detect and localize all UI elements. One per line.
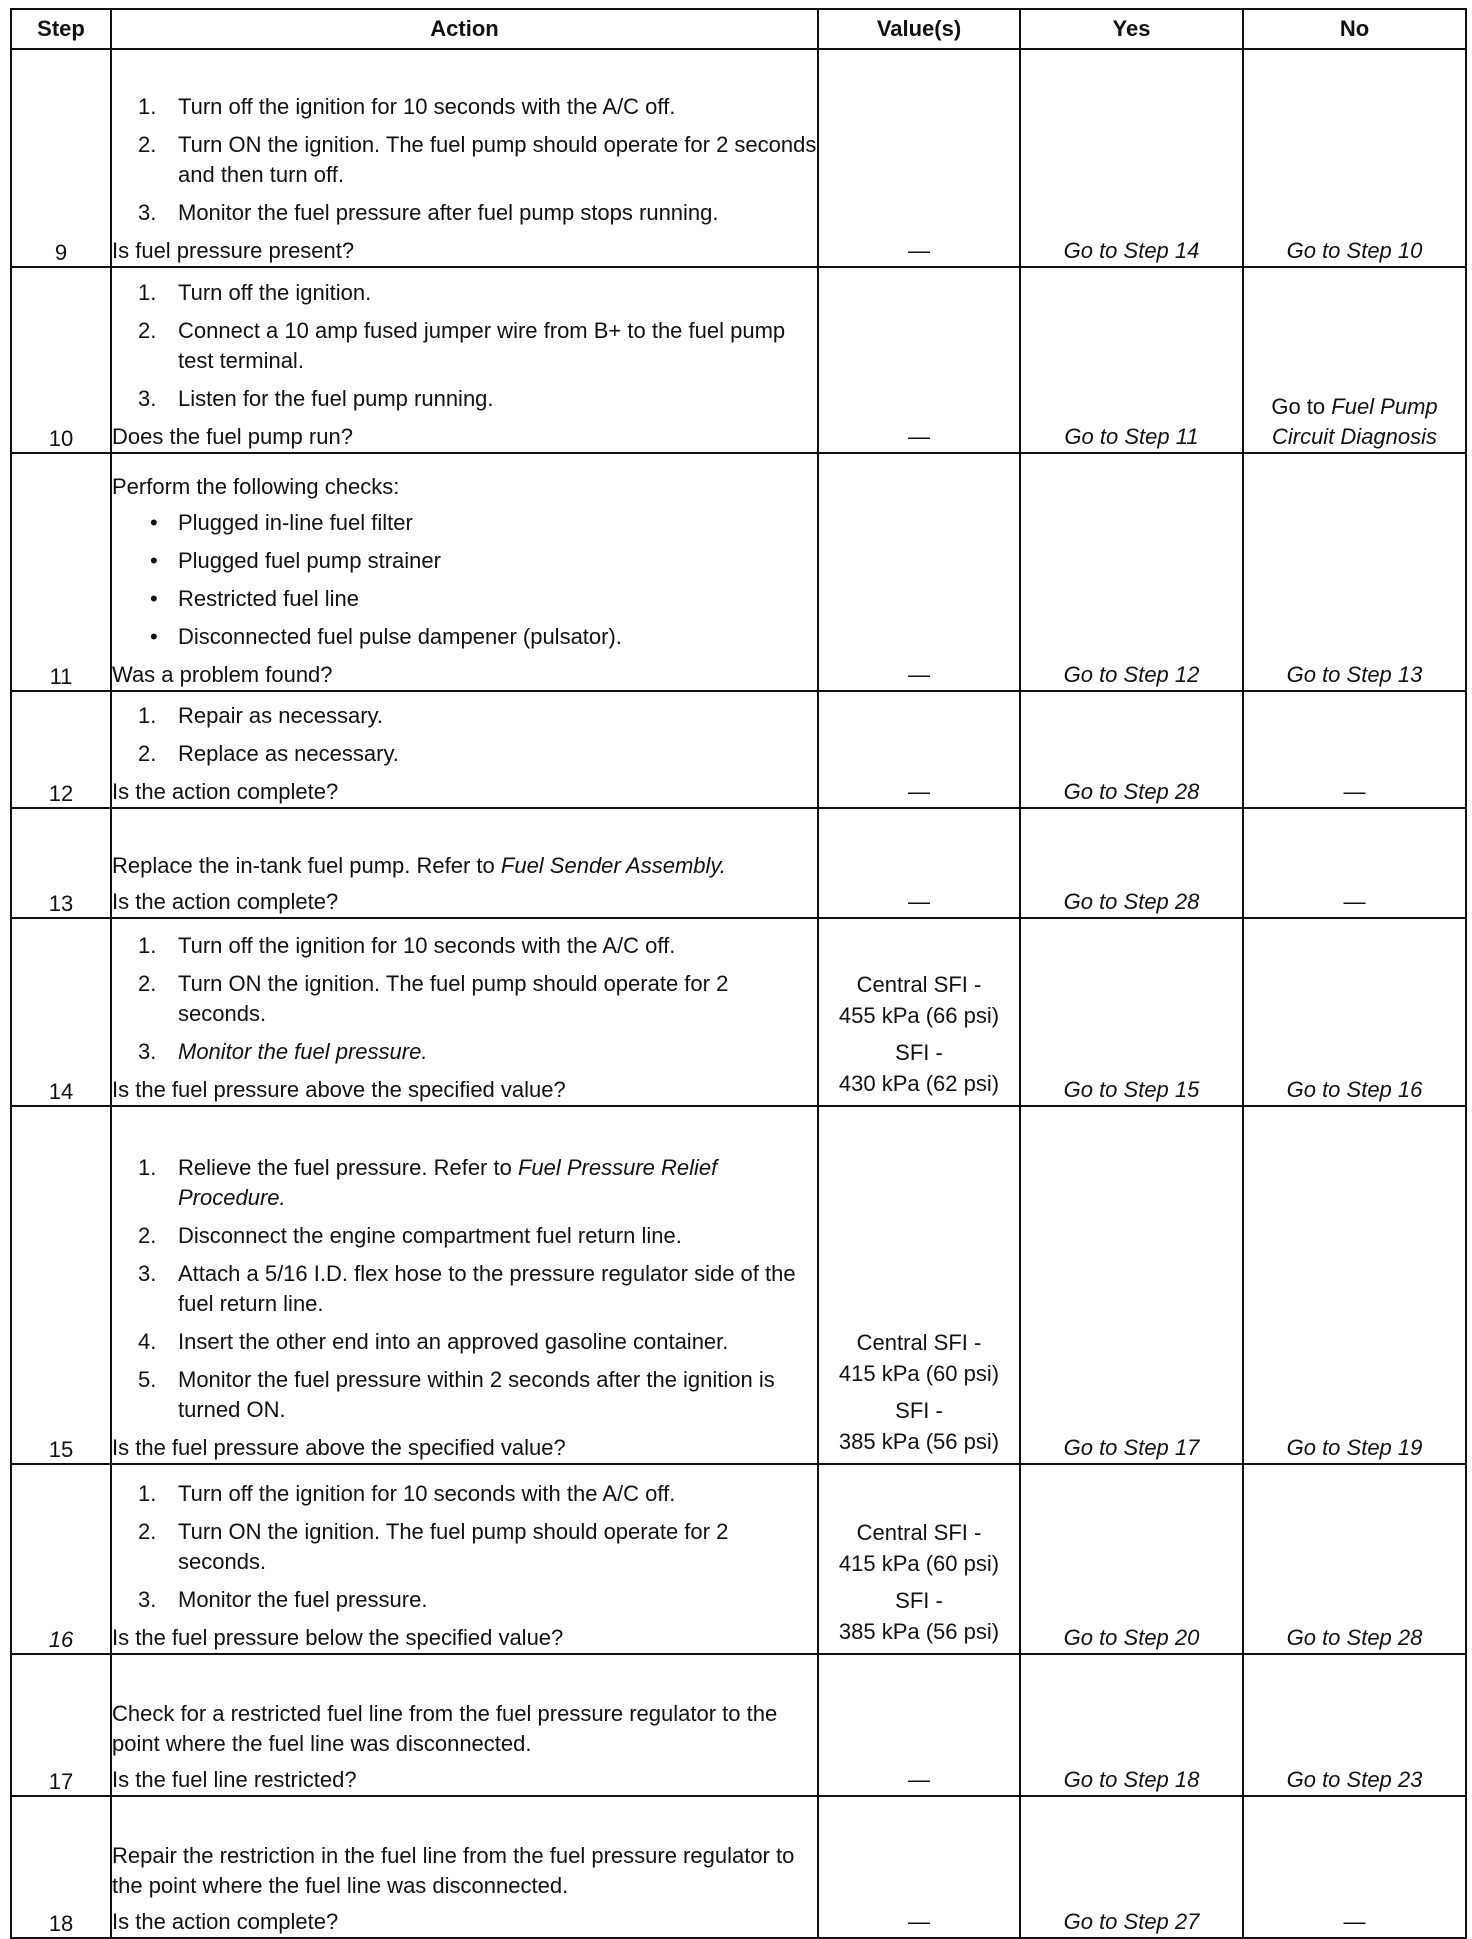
value-spec: 415 kPa (60 psi) (838, 1551, 1000, 1576)
yes-result: Go to Step 15 (1020, 918, 1243, 1106)
header-no: No (1243, 9, 1466, 49)
value-label: Central SFI - (856, 1330, 982, 1355)
table-row (11, 49, 1466, 267)
value-label: Central SFI - (856, 1520, 982, 1545)
no-result: Go to Step 23 (1243, 1654, 1466, 1796)
check-item: Restricted fuel line (178, 586, 359, 611)
step-number: 16 (11, 1464, 111, 1654)
yes-result: Go to Step 18 (1020, 1654, 1243, 1796)
action-question: Does the fuel pump run? (112, 424, 353, 449)
value-label: SFI - (895, 1398, 943, 1423)
value-cell (818, 918, 1020, 1106)
value-label: Central SFI - (856, 972, 982, 997)
action-question: Was a problem found? (112, 662, 333, 687)
no-result: Go to Step 16 (1243, 918, 1466, 1106)
action-item: Turn ON the ignition. The fuel pump should operate for 2 seconds. (178, 971, 729, 1026)
table-row (11, 1654, 1466, 1796)
no-result-prefix: Go to (1271, 394, 1326, 419)
diagnostic-table-page (10, 8, 1465, 1936)
step-number: 12 (11, 691, 111, 808)
no-result-dash: — (1343, 1909, 1366, 1934)
header-yes: Yes (1020, 9, 1243, 49)
no-result (1243, 691, 1466, 808)
no-result: Go to Step 10 (1243, 49, 1466, 267)
action-item: Turn off the ignition for 10 seconds with the A/C off. (178, 933, 676, 958)
action-cell: 1. Turn off the ignition for 10 seconds with the A/C off. 2. Turn ON the ignition. The fuel pump should operate for 2 seconds. 3. Monitor the fuel pressure. Is the fuel pressure below the specified value? (111, 1464, 818, 1654)
step-number: 18 (11, 1796, 111, 1938)
table-row (11, 453, 1466, 691)
action-cell (111, 1654, 818, 1796)
step-number: 11 (11, 453, 111, 691)
action-item: Monitor the fuel pressure within 2 seconds after the ignition is turned ON. (178, 1367, 775, 1422)
yes-result: Go to Step 11 (1020, 267, 1243, 453)
action-intro: Repair the restriction in the fuel line from the fuel pressure regulator to the point where the fuel line was disconnected. (112, 1843, 795, 1898)
value-cell (818, 1464, 1020, 1654)
action-cell: 1. Turn off the ignition for 10 seconds with the A/C off. 2. Turn ON the ignition. The fuel pump should operate for 2 seconds. 3. Monitor the fuel pressure. Is the fuel pressure above the specified value? (111, 918, 818, 1106)
header-step: Step (11, 9, 111, 49)
action-question: Is the fuel pressure above the specified value? (112, 1077, 566, 1102)
action-cell (111, 808, 818, 918)
table-header-row (11, 9, 1466, 49)
yes-result: Go to Step 17 (1020, 1106, 1243, 1464)
check-item: Disconnected fuel pulse dampener (pulsator). (178, 624, 622, 649)
value-spec: 455 kPa (66 psi) (838, 1003, 1000, 1028)
action-cell: 1. Turn off the ignition for 10 seconds with the A/C off. 2. Turn ON the ignition. The fuel pump should operate for 2 seconds and then turn off. 3. Monitor the fuel pressure after fuel pump stops running. Is fuel pressure present? (111, 49, 818, 267)
action-question: Is the fuel pressure above the specified value? (112, 1435, 566, 1460)
header-action: Action (111, 9, 818, 49)
action-item: Listen for the fuel pump running. (178, 386, 494, 411)
step-number: 13 (11, 808, 111, 918)
action-cell: 1. Repair as necessary. 2. Replace as necessary. Is the action complete? (111, 691, 818, 808)
action-item: Turn off the ignition for 10 seconds with the A/C off. (178, 94, 676, 119)
action-cell: 1. Relieve the fuel pressure. Refer to Fuel Pressure Relief Procedure. 2. Disconnect the engine compartment fuel return line. 3. Attach a 5/16 I.D. flex hose to the pressure regulator side of the fuel return line. 4. Insert the other end into an approved gasoline container. 5. Monitor the fuel pressure within 2 seconds after the ignition is turned ON. Is the fuel pressure above the specified value? (111, 1106, 818, 1464)
yes-result: Go to Step 28 (1020, 691, 1243, 808)
action-item: Connect a 10 amp fused jumper wire from B+ to the fuel pump test terminal. (178, 318, 786, 373)
no-result (1243, 267, 1466, 453)
action-intro (112, 851, 817, 881)
value-label: SFI - (895, 1588, 943, 1613)
value-cell: — (818, 691, 1020, 808)
fuel-pressure-relief-link[interactable]: Fuel Pressure Relief Procedure. (178, 1155, 718, 1210)
no-result (1243, 808, 1466, 918)
value-cell: — (818, 1796, 1020, 1938)
action-item: Turn ON the ignition. The fuel pump should operate for 2 seconds. (178, 1519, 729, 1574)
check-item: Plugged fuel pump strainer (178, 548, 441, 573)
action-item: Monitor the fuel pressure. (178, 1587, 428, 1612)
no-result: Go to Step 13 (1243, 453, 1466, 691)
value-spec: 415 kPa (60 psi) (838, 1361, 1000, 1386)
action-intro: Check for a restricted fuel line from the fuel pressure regulator to the point where the fuel line was disconnected. (112, 1701, 778, 1756)
action-question: Is the fuel pressure below the specified value? (112, 1625, 564, 1650)
action-item: Monitor the fuel pressure after fuel pump stops running. (178, 200, 719, 225)
value-cell: — (818, 49, 1020, 267)
no-result (1243, 1796, 1466, 1938)
table-row (11, 1464, 1466, 1654)
value-cell (818, 1106, 1020, 1464)
value-cell: — (818, 267, 1020, 453)
action-item: Monitor the fuel pressure. (178, 1039, 428, 1064)
action-cell (111, 1796, 818, 1938)
step-number: 9 (11, 49, 111, 267)
table-row (11, 808, 1466, 918)
step-number: 14 (11, 918, 111, 1106)
action-item: Turn off the ignition for 10 seconds with the A/C off. (178, 1481, 676, 1506)
table-row (11, 918, 1466, 1106)
value-spec: 385 kPa (56 psi) (838, 1429, 1000, 1454)
step-number: 17 (11, 1654, 111, 1796)
action-item: Disconnect the engine compartment fuel return line. (178, 1223, 682, 1248)
check-item: Plugged in-line fuel filter (178, 510, 413, 535)
value-spec: 385 kPa (56 psi) (838, 1619, 1000, 1644)
value-cell: — (818, 453, 1020, 691)
table-row (11, 691, 1466, 808)
value-cell: — (818, 1654, 1020, 1796)
action-cell: 1. Turn off the ignition. 2. Connect a 10 amp fused jumper wire from B+ to the fuel pump test terminal. 3. Listen for the fuel pump running. Does the fuel pump run? (111, 267, 818, 453)
no-result-dash: — (1343, 779, 1366, 804)
no-result-dash: — (1343, 889, 1366, 914)
action-item: Insert the other end into an approved gasoline container. (178, 1329, 729, 1354)
value-spec: 430 kPa (62 psi) (838, 1071, 1000, 1096)
yes-result: Go to Step 28 (1020, 808, 1243, 918)
action-item: Attach a 5/16 I.D. flex hose to the pressure regulator side of the fuel return line. (178, 1261, 796, 1316)
fuel-sender-assembly-link[interactable]: Fuel Sender Assembly. (500, 853, 726, 878)
value-label: SFI - (895, 1040, 943, 1065)
yes-result: Go to Step 20 (1020, 1464, 1243, 1654)
action-question: Is fuel pressure present? (112, 238, 355, 263)
yes-result: Go to Step 14 (1020, 49, 1243, 267)
fuel-pump-circuit-diagnosis-link[interactable]: Fuel Pump Circuit Diagnosis (1271, 394, 1438, 449)
no-result: Go to Step 19 (1243, 1106, 1466, 1464)
table-row (11, 1106, 1466, 1464)
table-row (11, 267, 1466, 453)
table-row (11, 1796, 1466, 1938)
action-item: Turn off the ignition. (178, 280, 372, 305)
header-values: Value(s) (818, 9, 1020, 49)
diagnostic-table (10, 8, 1467, 1939)
action-question: Is the action complete? (112, 779, 339, 804)
action-cell: Perform the following checks: • Plugged in-line fuel filter • Plugged fuel pump strainer • Restricted fuel line • Disconnected fuel pulse dampener (pulsator). Was a problem found? (111, 453, 818, 691)
step-number: 15 (11, 1106, 111, 1464)
action-item: Turn ON the ignition. The fuel pump should operate for 2 seconds and then turn off. (178, 132, 817, 187)
action-question: Is the fuel line restricted? (112, 1767, 357, 1792)
action-intro: Perform the following checks: (112, 474, 400, 499)
step-number: 10 (11, 267, 111, 453)
action-question: Is the action complete? (112, 889, 339, 914)
value-cell: — (818, 808, 1020, 918)
yes-result: Go to Step 27 (1020, 1796, 1243, 1938)
no-result: Go to Step 28 (1243, 1464, 1466, 1654)
action-item: Relieve the fuel pressure. Refer to (178, 1155, 512, 1180)
action-item: Repair as necessary. (178, 703, 384, 728)
action-intro-text: Replace the in-tank fuel pump. Refer to (112, 853, 495, 878)
action-item: Replace as necessary. (178, 741, 399, 766)
yes-result: Go to Step 12 (1020, 453, 1243, 691)
action-question: Is the action complete? (112, 1909, 339, 1934)
